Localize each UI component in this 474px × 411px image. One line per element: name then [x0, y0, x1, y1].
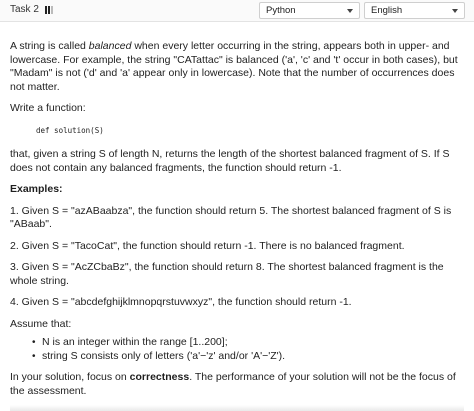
write-function-text: Write a function:	[10, 102, 86, 114]
problem-statement	[10, 40, 464, 406]
assume-heading: Assume that:	[10, 317, 72, 330]
example-4: 4. Given S = "abcdefghijklmnopqrstuvwxyz", the function should return -1.	[10, 296, 352, 308]
assumptions-list	[32, 336, 464, 363]
examples-heading: Examples:	[10, 183, 63, 195]
example-2: 2. Given S = "TacoCat", the function should return -1. There is no balanced fragment.	[10, 239, 405, 252]
locale-select-value: English	[371, 5, 403, 16]
intro-text: A string is called	[10, 40, 89, 52]
chevron-down-icon	[452, 9, 458, 13]
task-progress-icon	[45, 6, 53, 14]
correctness-term: correctness	[129, 371, 190, 383]
example-1: 1. Given S = "azABaabza", the function should return 5. The shortest balanced fragment of S is "ABaab".	[10, 204, 452, 230]
locale-select[interactable]	[364, 2, 465, 19]
assumption-item: • N is an integer within the range [1..200];	[32, 336, 464, 350]
task-label: Task 2	[10, 4, 39, 15]
intro-paragraph	[10, 40, 464, 94]
function-signature: def solution(S)	[36, 125, 104, 135]
balanced-term: balanced	[88, 40, 132, 52]
task-description: that, given a string S of length N, returns the length of the shortest balanced fragment of S. If S does not contain any balanced fragments, the function should return -1.	[10, 148, 450, 174]
final-note	[10, 371, 464, 398]
final-note-rest: . The performance of your solution will not be the focus of the assessment.	[10, 371, 456, 397]
chevron-down-icon	[347, 9, 353, 13]
example-3: 3. Given S = "AcZCbaBz", the function should return 8. The shortest balanced fragment is the whole string.	[10, 261, 444, 287]
language-select-value: Python	[266, 5, 296, 16]
cut-off-fade	[10, 405, 464, 411]
final-note-text: In your solution, focus on	[10, 371, 130, 383]
task-header	[0, 0, 474, 22]
assumption-item: • string S consists only of letters ('a'−'z' and/or 'A'−'Z').	[32, 350, 464, 364]
intro-text-rest: when every letter occurring in the string, appears both in upper- and lowercase. For example, the string "CATattac" is balanced ('a', 'c' and 't' occur in both cases), but "Madam" is not ('d' and 'a' appear only in lowercase). Note that the number of occurrences does not matter.	[10, 40, 458, 93]
language-select[interactable]	[259, 2, 360, 19]
